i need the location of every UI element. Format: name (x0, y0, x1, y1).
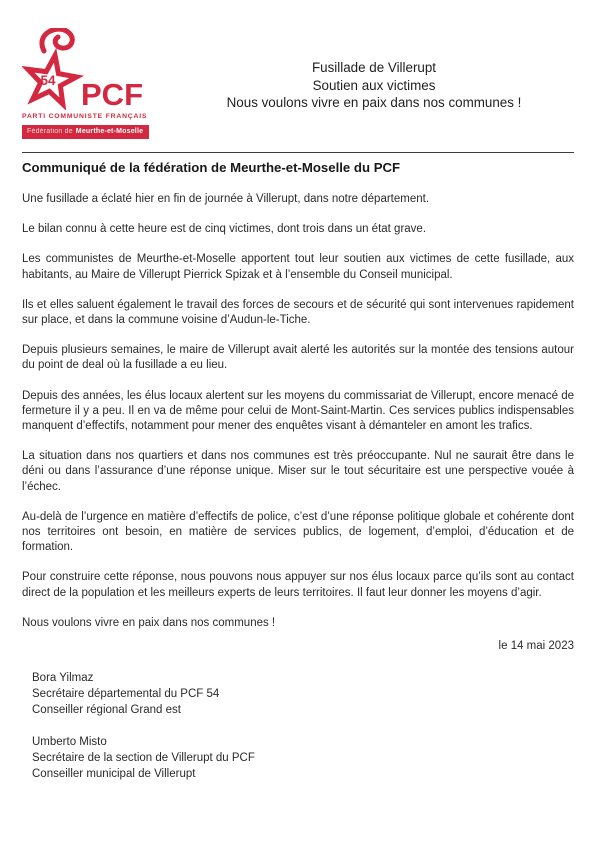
communique-heading: Communiqué de la fédération de Meurthe-et-Moselle du PCF (22, 160, 401, 175)
signature-block-2 (32, 734, 574, 782)
signatory-role: Secrétaire de la section de Villerupt du PCF (32, 752, 255, 765)
paragraph: Une fusillade a éclaté hier en fin de journée à Villerupt, dans notre département. (22, 193, 430, 205)
paragraph: Ils et elles saluent également le travail des forces de secours et de sécurité qui sont intervenues rapidement sur place, et dans la commune voisine d’Audun-le-Tiche. (22, 298, 574, 327)
document-title (174, 28, 574, 112)
title-line-2: Soutien aux victimes (312, 77, 436, 93)
horizontal-rule (22, 152, 574, 153)
paragraph: Depuis plusieurs semaines, le maire de Villerupt avait alerté les autorités sur la montée des tensions autour du point de deal où la fusillade a eu lieu. (22, 344, 574, 372)
paragraph: Pour construire cette réponse, nous pouvons nous appuyer sur nos élus locaux parce qu’ils sont au contact direct de la population et les meilleurs experts de leurs territoires. Il faut leur donner les moyens d’agir. (22, 571, 574, 599)
signature-block-1 (32, 670, 574, 718)
document-header (22, 28, 574, 139)
paragraph: Le bilan connu à cette heure est de cinq victimes, dont trois dans un état grave. (22, 223, 427, 236)
paragraph: La situation dans nos quartiers et dans nos communes est très préoccupante. Nul ne saurait être dans le déni ou dans l’assurance d’une réponse unique. Miser sur le tout sécuritaire est une perspective vouée à l’échec. (22, 450, 574, 493)
pcf-logo (22, 28, 174, 139)
title-line-1: Fusillade de Villerupt (311, 60, 437, 75)
logo-department-number: 54 (40, 73, 56, 88)
paragraph-slogan: Nous voulons vivre en paix dans nos communes ! (22, 616, 276, 629)
title-line-3: Nous voulons vivre en paix dans nos communes ! (226, 95, 522, 110)
logo-acronym: PCF (81, 77, 143, 110)
paragraph: Au-delà de l’urgence en matière d’effectifs de police, c’est d’une réponse politique globale et cohérente dont nos territoires ont besoin, en matière de services publics, de logement, d’emploi, d’éducation et de formation. (22, 510, 574, 554)
paragraph: Les communistes de Meurthe-et-Moselle apportent tout leur soutien aux victimes de cette fusillade, aux habitants, au Maire de Villerupt Pierrick Spizak et à l’ensemble du Conseil municipal. (22, 253, 574, 281)
signatory-role: Conseiller municipal de Villerupt (32, 768, 196, 781)
pcf-star-logo-icon (22, 28, 172, 110)
document-date: le 14 mai 2023 (498, 640, 574, 653)
signatory-name: Bora Yilmaz (32, 672, 94, 685)
signatory-role: Conseiller régional Grand est (32, 704, 181, 717)
federation-banner-name: Meurthe-et-Moselle (75, 128, 144, 135)
party-name: PARTI COMMUNISTE FRANÇAIS (22, 113, 148, 120)
federation-banner (22, 125, 149, 139)
federation-banner-prefix: Fédération de (27, 128, 73, 135)
signatory-role: Secrétaire départemental du PCF 54 (32, 688, 220, 701)
paragraph: Depuis des années, les élus locaux alertent sur les moyens du commissariat de Villerupt, encore menacé de fermeture il y a peu. Il en va de même pour celui de Mont-Saint-Martin. Ces services publics indispensables manquent d’effectifs, notamment pour mener des enquêtes visant à démanteler en amont les trafics. (22, 389, 574, 433)
signatory-name: Umberto Misto (32, 736, 107, 749)
swirl-icon (42, 29, 72, 51)
